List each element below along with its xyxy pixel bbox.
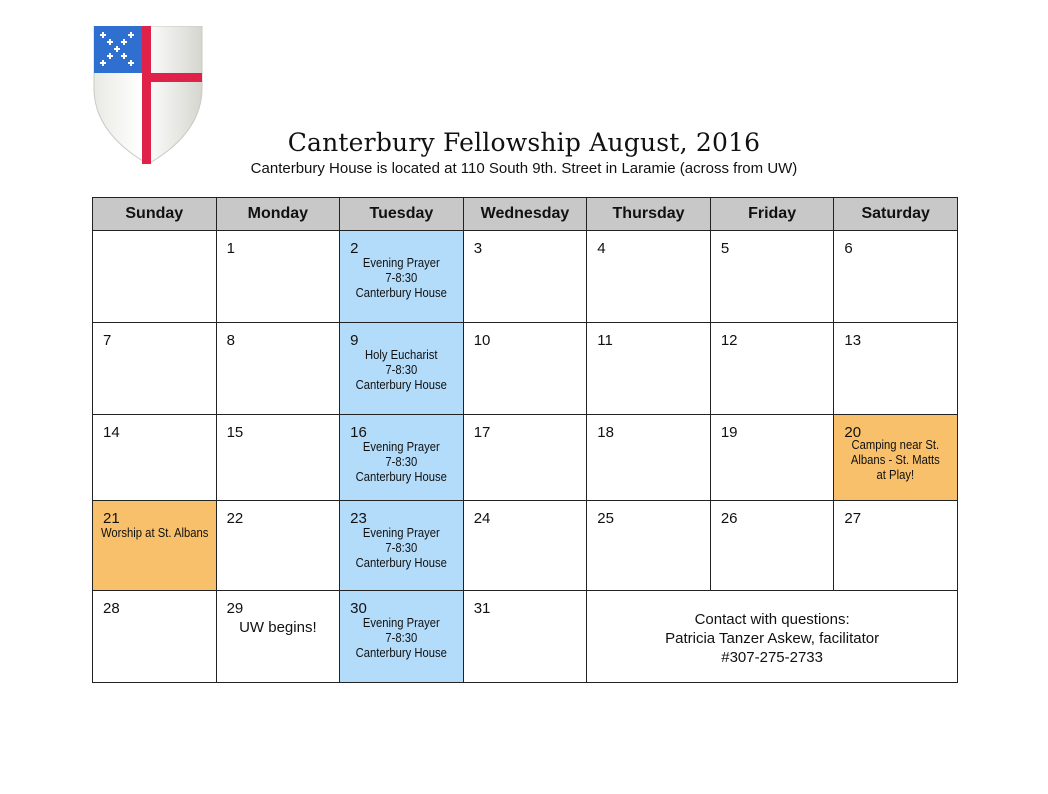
event-text: Evening Prayer 7-8:30 Canterbury House	[355, 616, 448, 660]
day-cell	[216, 501, 340, 591]
week-row	[93, 323, 958, 415]
day-cell	[834, 323, 958, 415]
event-text: Evening Prayer 7-8:30 Canterbury House	[355, 256, 448, 300]
weekday-header: Sunday	[93, 198, 217, 231]
day-number: 6	[844, 240, 853, 257]
day-cell-empty	[93, 231, 217, 323]
day-number: 5	[720, 240, 730, 257]
weekday-header-row	[93, 198, 958, 231]
day-number: 19	[720, 424, 738, 441]
day-number: 16	[350, 424, 367, 441]
day-number: 7	[103, 332, 112, 349]
day-number: 8	[226, 332, 235, 349]
day-cell	[710, 415, 834, 501]
day-cell	[93, 323, 217, 415]
week-row	[93, 415, 958, 501]
day-number: 31	[473, 600, 491, 617]
day-number: 23	[350, 510, 367, 527]
day-number: 27	[844, 510, 862, 527]
day-number: 12	[720, 332, 738, 349]
week-row	[93, 501, 958, 591]
day-number: 3	[473, 240, 483, 257]
day-number: 30	[350, 600, 367, 617]
day-number: 21	[103, 510, 120, 527]
day-cell	[587, 415, 711, 501]
day-cell	[216, 323, 340, 415]
event-text: UW begins!	[239, 619, 317, 636]
day-number: 29	[226, 600, 244, 617]
day-cell	[710, 323, 834, 415]
day-cell	[463, 501, 587, 591]
day-number: 25	[597, 510, 614, 527]
day-cell	[216, 415, 340, 501]
page-title: Canterbury Fellowship August, 2016	[287, 128, 761, 157]
day-cell	[216, 591, 340, 683]
event-text: Evening Prayer 7-8:30 Canterbury House	[355, 440, 448, 484]
day-cell	[93, 501, 217, 591]
day-number: 15	[226, 424, 244, 441]
day-cell	[463, 323, 587, 415]
day-cell	[216, 231, 340, 323]
calendar-grid	[92, 197, 958, 683]
day-cell	[710, 231, 834, 323]
week-row	[93, 231, 958, 323]
day-number: 9	[350, 332, 359, 349]
weekday-header: Monday	[216, 198, 340, 231]
day-cell	[834, 231, 958, 323]
page-subtitle: Canterbury House is located at 110 South 9th. Street in Laramie (across from UW)	[250, 160, 798, 177]
day-number: 26	[720, 510, 738, 527]
day-cell	[587, 501, 711, 591]
contact-info	[587, 610, 957, 667]
day-number: 20	[844, 424, 862, 441]
day-cell	[463, 415, 587, 501]
day-cell	[93, 415, 217, 501]
day-number: 28	[103, 600, 120, 617]
day-number: 10	[473, 332, 491, 349]
day-cell	[587, 231, 711, 323]
weekday-header: Saturday	[834, 198, 958, 231]
event-text: Camping near St. Albans - St. Matts at Play!	[851, 438, 941, 482]
day-cell	[340, 415, 464, 501]
day-number: 18	[597, 424, 614, 441]
day-number: 11	[597, 332, 613, 349]
contact-person: Patricia Tanzer Askew, facilitator	[665, 630, 880, 647]
day-cell	[834, 415, 958, 501]
weekday-header: Friday	[710, 198, 834, 231]
day-number: 24	[473, 510, 491, 527]
event-text: Worship at St. Albans	[101, 526, 209, 540]
day-cell	[340, 323, 464, 415]
event-text: Holy Eucharist 7-8:30 Canterbury House	[355, 348, 448, 392]
day-number: 1	[226, 240, 235, 257]
day-number: 17	[473, 424, 491, 441]
weekday-header: Tuesday	[340, 198, 464, 231]
week-row	[93, 591, 958, 683]
day-cell	[463, 231, 587, 323]
weekday-header: Wednesday	[463, 198, 587, 231]
contact-heading: Contact with questions:	[694, 611, 850, 628]
day-cell	[834, 501, 958, 591]
event-text: Evening Prayer 7-8:30 Canterbury House	[355, 526, 448, 570]
contact-cell	[587, 591, 958, 683]
day-number: 22	[226, 510, 244, 527]
day-cell	[340, 231, 464, 323]
day-number: 14	[103, 424, 120, 441]
day-number: 4	[597, 240, 606, 257]
day-cell	[340, 501, 464, 591]
day-cell	[710, 501, 834, 591]
day-cell	[340, 591, 464, 683]
day-cell	[587, 323, 711, 415]
day-number: 13	[844, 332, 862, 349]
contact-phone: #307-275-2733	[721, 649, 823, 666]
day-number: 2	[350, 240, 359, 257]
day-cell	[93, 591, 217, 683]
weekday-header: Thursday	[587, 198, 711, 231]
day-cell	[463, 591, 587, 683]
